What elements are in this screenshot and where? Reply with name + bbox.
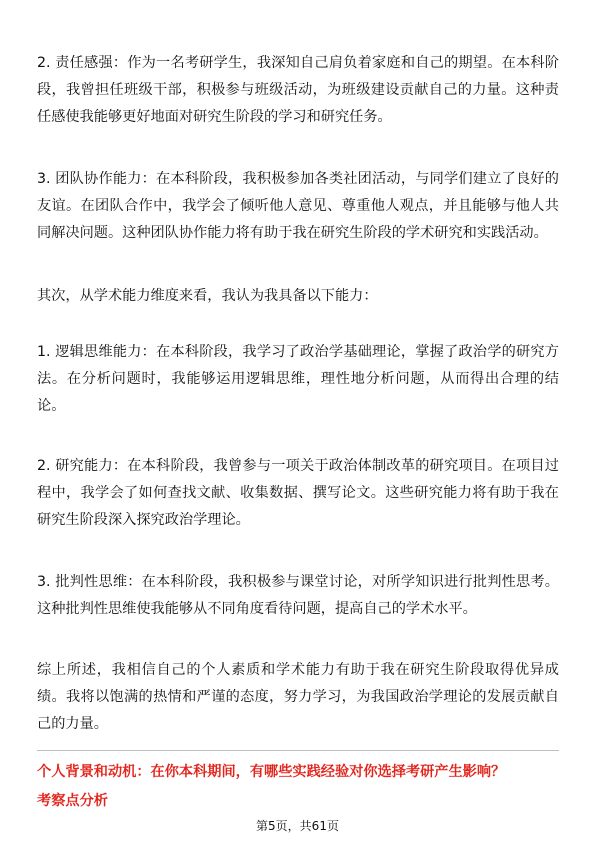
paragraph-conclusion: 综上所述，我相信自己的个人素质和学术能力有助于我在研究生阶段取得优异成绩。我将以饱满的热情和严谨的态度，努力学习，为我国政治学理论的发展贡献自己的力量。 bbox=[37, 662, 559, 732]
section-divider bbox=[37, 750, 559, 751]
page-number-footer: 第5页，共61页 bbox=[256, 819, 339, 833]
question-heading: 个人背景和动机：在你本科期间，有哪些实践经验对你选择考研产生影响？ bbox=[37, 764, 506, 780]
paragraph-responsibility: 2. 责任感强：作为一名考研学生，我深知自己肩负着家庭和自己的期望。在本科阶段，我曾担任班级干部，积极参与班级活动，为班级建设贡献自己的力量。这种责任感使我能够更好地面对研究生阶段的学习和研究任务。 bbox=[37, 55, 559, 125]
paragraph-logical-thinking: 1. 逻辑思维能力：在本科阶段，我学习了政治学基础理论，掌握了政治学的研究方法。在分析问题时，我能够运用逻辑思维，理性地分析问题，从而得出合理的结论。 bbox=[37, 344, 559, 414]
paragraph-academic-intro: 其次，从学术能力维度来看，我认为我具备以下能力： bbox=[37, 288, 378, 304]
paragraph-research-ability: 2. 研究能力：在本科阶段，我曾参与一项关于政治体制改革的研究项目。在项目过程中，我学会了如何查找文献、收集数据、撰写论文。这些研究能力将有助于我在研究生阶段深入探究政治学理论。 bbox=[37, 458, 559, 528]
analysis-section-label: 考察点分析 bbox=[37, 793, 108, 809]
paragraph-teamwork: 3. 团队协作能力：在本科阶段，我积极参加各类社团活动，与同学们建立了良好的友谊。在团队合作中，我学会了倾听他人意见、尊重他人观点，并且能够与他人共同解决问题。这种团队协作能力将有助于我在研究生阶段的学术研究和实践活动。 bbox=[37, 171, 559, 241]
paragraph-critical-thinking: 3. 批判性思维：在本科阶段，我积极参与课堂讨论，对所学知识进行批判性思考。这种批判性思维使我能够从不同角度看待问题，提高自己的学术水平。 bbox=[37, 574, 559, 617]
